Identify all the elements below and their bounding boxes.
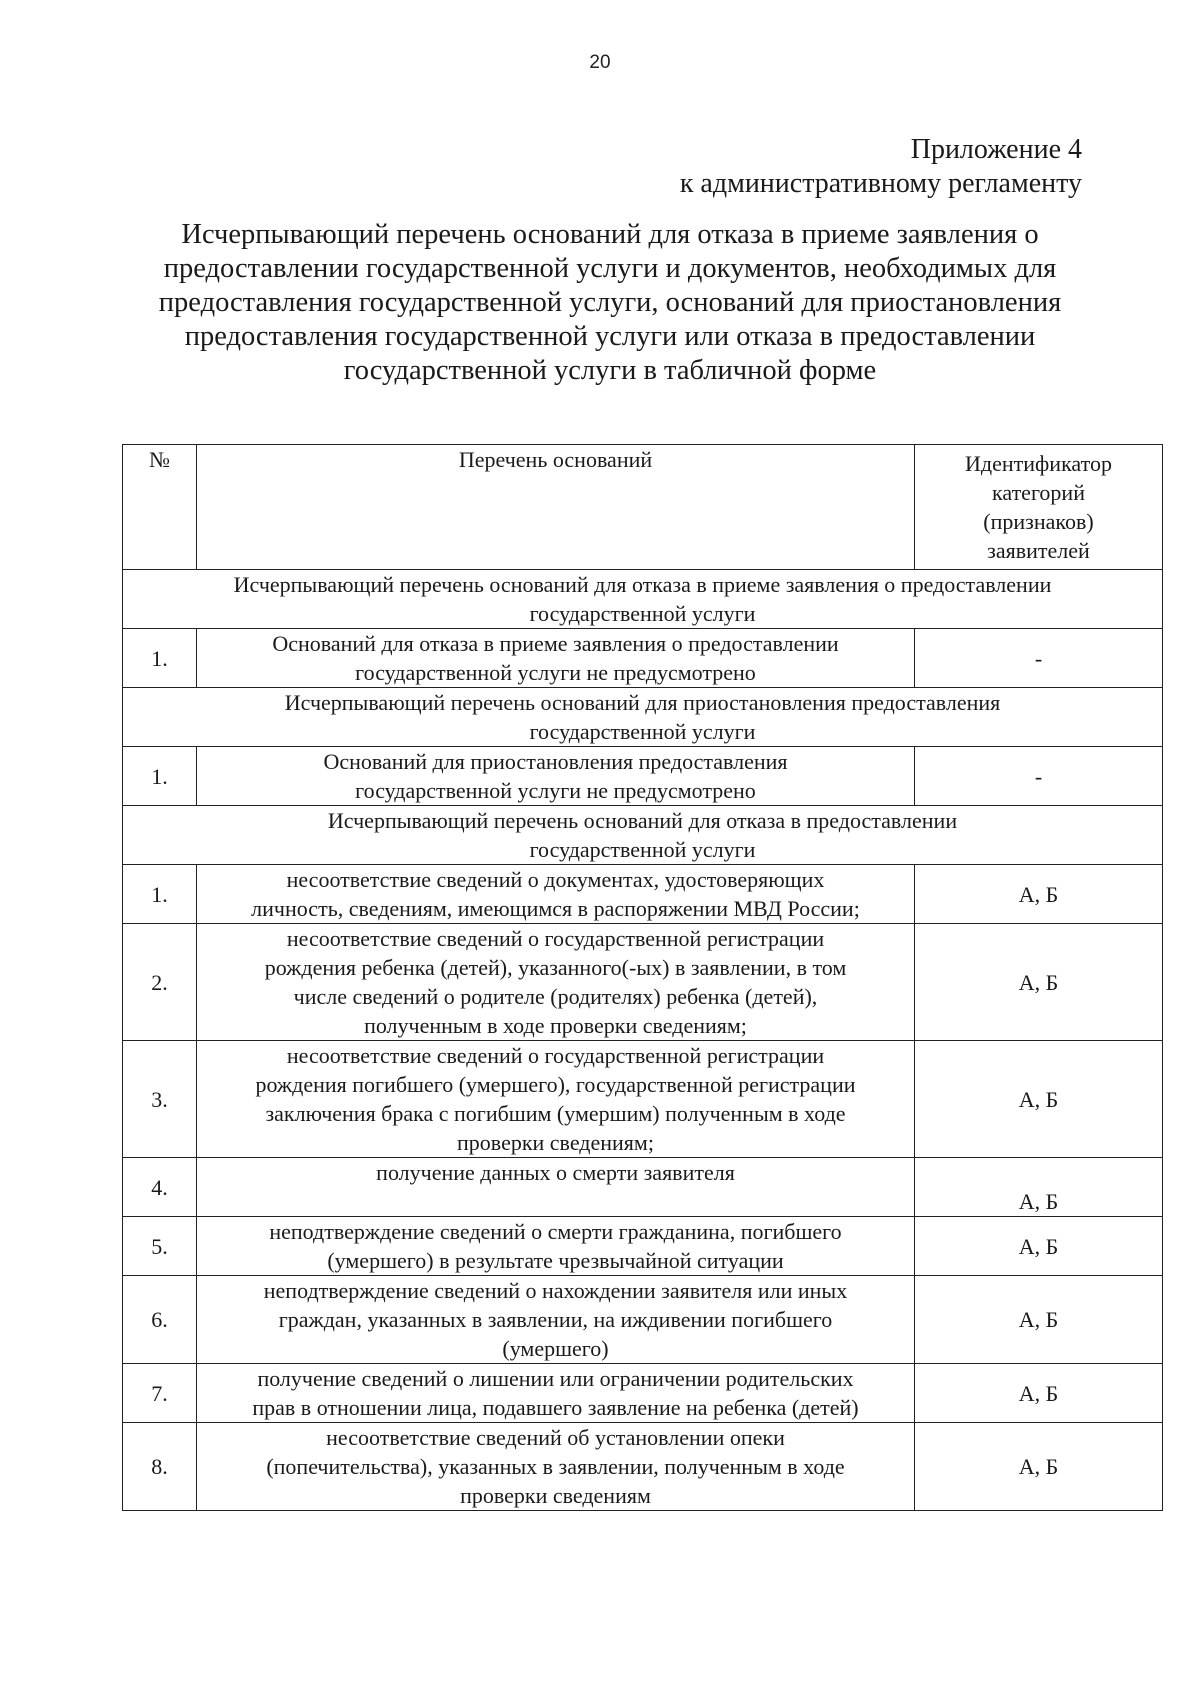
ground-text-line: (умершего) <box>502 1336 609 1361</box>
row-ground-text <box>197 1364 915 1423</box>
table-row <box>123 1158 1163 1217</box>
ground-text-line: Оснований для приостановления предоставления <box>323 749 788 774</box>
row-ground-text <box>197 865 915 924</box>
ground-text-line: проверки сведениям; <box>457 1130 654 1155</box>
row-category-id: А, Б <box>915 1276 1163 1364</box>
row-number: 1. <box>123 629 197 688</box>
row-ground-text <box>197 1158 915 1217</box>
row-ground-text <box>197 1423 915 1511</box>
ground-text-line: рождения погибшего (умершего), государственной регистрации <box>255 1072 856 1097</box>
row-category-id: А, Б <box>915 1217 1163 1276</box>
ground-text-line: числе сведений о родителе (родителях) ребенка (детей), <box>293 984 818 1009</box>
table-row <box>123 1041 1163 1158</box>
ground-text-line: Оснований для отказа в приеме заявления о предоставлении <box>272 631 839 656</box>
header-id-line: заявителей <box>987 538 1090 563</box>
section-title-line: Исчерпывающий перечень оснований для приостановления предоставления <box>284 690 1001 715</box>
title-line: Исчерпывающий перечень оснований для отказа в приеме заявления о <box>181 219 1039 250</box>
row-ground-text <box>197 1217 915 1276</box>
ground-text-line: государственной услуги не предусмотрено <box>355 778 756 803</box>
section-title-line: государственной услуги <box>529 837 756 862</box>
ground-text-line: личность, сведениям, имеющимся в распоряжении МВД России; <box>251 896 860 921</box>
table-row <box>123 1364 1163 1423</box>
header-applicant-category-id <box>915 445 1163 570</box>
ground-text-line: неподтверждение сведений о нахождении заявителя или иных <box>263 1278 848 1303</box>
row-number: 2. <box>123 924 197 1041</box>
row-number: 4. <box>123 1158 197 1217</box>
ground-text-line: полученным в ходе проверки сведениям; <box>364 1013 747 1038</box>
appendix-line-1: Приложение 4 <box>910 134 1082 165</box>
row-category-id: - <box>915 747 1163 806</box>
row-number: 7. <box>123 1364 197 1423</box>
title-line: предоставлении государственной услуги и документов, необходимых для <box>163 253 1057 284</box>
section-title <box>123 570 1163 629</box>
row-ground-text <box>197 747 915 806</box>
row-ground-text <box>197 1276 915 1364</box>
table-row <box>123 1276 1163 1364</box>
ground-text-line: получение данных о смерти заявителя <box>376 1160 735 1185</box>
row-category-id: А, Б <box>915 1364 1163 1423</box>
section-title-line: государственной услуги <box>529 601 756 626</box>
table-row <box>123 629 1163 688</box>
title-line: предоставления государственной услуги или отказа в предоставлении <box>184 321 1036 352</box>
section-header-row <box>123 570 1163 629</box>
row-number: 3. <box>123 1041 197 1158</box>
table-row <box>123 924 1163 1041</box>
ground-text-line: несоответствие сведений о государственной регистрации <box>286 1043 825 1068</box>
ground-text-line: государственной услуги не предусмотрено <box>355 660 756 685</box>
document-title <box>140 218 1080 388</box>
row-category-id: А, Б <box>915 1158 1163 1217</box>
page-number: 20 <box>589 52 611 73</box>
row-category-id: А, Б <box>915 1041 1163 1158</box>
row-ground-text <box>197 629 915 688</box>
table-row <box>123 747 1163 806</box>
ground-text-line: заключения брака с погибшим (умершим) полученным в ходе <box>265 1101 846 1126</box>
section-title <box>123 806 1163 865</box>
section-title-line: Исчерпывающий перечень оснований для отказа в предоставлении <box>327 808 958 833</box>
table-header-row <box>123 445 1163 570</box>
row-category-id: - <box>915 629 1163 688</box>
row-category-id: А, Б <box>915 924 1163 1041</box>
ground-text-line: проверки сведениям <box>460 1483 651 1508</box>
ground-text-line: несоответствие сведений об установлении опеки <box>326 1425 785 1450</box>
header-number: № <box>123 445 197 570</box>
section-header-row <box>123 688 1163 747</box>
section-title <box>123 688 1163 747</box>
ground-text-line: неподтверждение сведений о смерти гражданина, погибшего <box>269 1219 842 1244</box>
header-id-line: Идентификатор <box>965 451 1112 476</box>
row-number: 1. <box>123 865 197 924</box>
section-title-line: Исчерпывающий перечень оснований для отказа в приеме заявления о предоставлении <box>233 572 1052 597</box>
title-line: предоставления государственной услуги, оснований для приостановления <box>158 287 1062 318</box>
ground-text-line: несоответствие сведений о государственной регистрации <box>286 926 825 951</box>
ground-text-line: несоответствие сведений о документах, удостоверяющих <box>286 867 825 892</box>
ground-text-line: (попечительства), указанных в заявлении, полученным в ходе <box>266 1454 845 1479</box>
ground-text-line: прав в отношении лица, подавшего заявление на ребенка (детей) <box>252 1395 859 1420</box>
row-number: 8. <box>123 1423 197 1511</box>
table-row <box>123 1423 1163 1511</box>
row-number: 1. <box>123 747 197 806</box>
appendix-note <box>680 133 1082 201</box>
row-number: 5. <box>123 1217 197 1276</box>
section-header-row <box>123 806 1163 865</box>
ground-text-line: (умершего) в результате чрезвычайной ситуации <box>327 1248 784 1273</box>
row-ground-text <box>197 1041 915 1158</box>
grounds-table <box>122 444 1163 1511</box>
table-row <box>123 865 1163 924</box>
header-id-line: категорий <box>992 480 1085 505</box>
row-category-id: А, Б <box>915 865 1163 924</box>
row-category-id: А, Б <box>915 1423 1163 1511</box>
row-ground-text <box>197 924 915 1041</box>
ground-text-line: получение сведений о лишении или ограничении родительских <box>257 1366 854 1391</box>
ground-text-line: граждан, указанных в заявлении, на иждивении погибшего <box>278 1307 833 1332</box>
appendix-line-2: к административному регламенту <box>679 168 1082 199</box>
section-title-line: государственной услуги <box>529 719 756 744</box>
row-number: 6. <box>123 1276 197 1364</box>
ground-text-line: рождения ребенка (детей), указанного(-ых) в заявлении, в том <box>264 955 847 980</box>
header-id-line: (признаков) <box>983 509 1094 534</box>
header-grounds-list: Перечень оснований <box>197 445 915 570</box>
title-line: государственной услуги в табличной форме <box>343 355 877 386</box>
table-row <box>123 1217 1163 1276</box>
